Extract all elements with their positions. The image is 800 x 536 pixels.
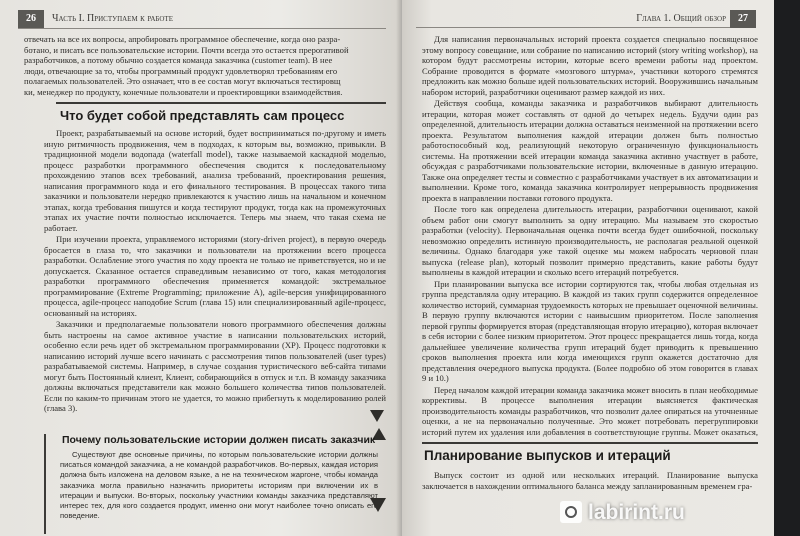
intro-line: ботано, и писать все пользовательские истории. Почти всегда это остается прерогативой <box>24 44 349 55</box>
intro-line: полагаемых пользователей. Это означает, что в ее состав могут включаться тестировщ <box>24 76 341 86</box>
section-end-marker <box>370 410 384 422</box>
section-title: Планирование выпусков и итераций <box>424 448 671 463</box>
camera-icon <box>560 501 582 523</box>
running-head-text: Глава 1. Общий обзор <box>636 13 726 24</box>
intro-line: отвечать на все их вопросы, апробировать программное обеспечение, когда оно разра- <box>24 34 341 44</box>
paragraph: Перед началом каждой итерации команда заказчика может вносить в план необходимые коррективы. В процессе выполнения итерации выясняется фактическая производительность команды разработчиков, что позволит далее опираться на уточненные оценки, а не на первоначально полученные. Это может потребовать перегруппировки историй путем их удаления или добавления в соответствующие группы. Может оказаться, <box>422 384 758 437</box>
watermark-logo: labirint.ru <box>560 500 770 526</box>
page-number-right: 27 <box>730 10 756 28</box>
sidebar-title: Почему пользовательские истории должен писать заказчик <box>62 434 376 446</box>
section-rule <box>56 102 386 104</box>
paragraph: Действуя сообща, команды заказчика и разработчиков выбирают длительность итерации, которая может составлять от одной до четырех недель. Будучи один раз определенной, длительность итерации должна оставаться неизменной на протяжении всего проекта. Результатом выполнения каждой итерации должен быть полностью работоспособный код, реализующий некоторую ограниченную функциональность системы. На протяжении всей итерации команда заказчика активно участвует в работе, обсуждая с разработчиками пользовательские истории, включенные в данную итерацию. Также она определяет тесты и совместно с разработчиками участвует в их автоматизации и выполнении. Кроме того, команда заказчика контролирует непрерывность продвижения проекта в направлении поставки готового продукта. <box>422 98 758 203</box>
intro-text <box>24 34 386 97</box>
section-body <box>44 128 386 420</box>
page-number-left: 26 <box>18 10 44 28</box>
paragraph: Выпуск состоит из одной или нескольких итераций. Планирование выпуска заключается в нахождении оптимального баланса между запланированным временем гра- <box>422 470 758 491</box>
intro-line: люди, отвечающие за то, чтобы программный продукт удовлетворял требованиям его <box>24 65 338 76</box>
paragraph: Для написания первоначальных историй проекта создается специально посвященное этому вопросу совещание, или собрание по написанию историй (story writing workshop), на котором будут рассмотрены истории, которые всего времени работы над проектом. Собрание проводится в формате «мозгового штурма», участники которого стремятся предложить как можно больше идей пользовательских историй. Вооружившись начальным набором историй, разработчики оценивают размер каждой из них. <box>422 34 758 97</box>
desk-background <box>774 0 800 536</box>
paragraph: Заказчики и предполагаемые пользователи нового программного обеспечения должны быть настроены на самое активное участие в написании пользовательских историй, особенно если речь идет об экстремальном программировании (XP). Процесс подготовки к написанию историй лучше всего начинать с рассмотрения типов пользователей (user types) разрабатываемой системы. Например, в случае создания туристического веб-сайта типами могут быть Постоянный клиент, Клиент, собирающийся в отпуск и т.п. В команду заказчика должны включаться представители как можно большего количества типов пользователей. Если по каким-то причинам этого не удается, то можно прибегнуть к моделированию ролей (глава 3). <box>44 319 386 413</box>
paragraph: При планировании выпуска все истории сортируются так, чтобы любая отдельная из группа представляла одну итерацию. В каждой из таких групп содержится определенное количество историй, суммарная трудоемкость которых не превышает оценочной величины. В первую группу включаются истории с наивысшим приоритетом. После заполнения первой группы формируется вторая (представляющая вторую итерацию), которая включает в себя истории с более низким приоритетом. Этот процесс прекращается лишь тогда, когда дальнейшее увеличение количества групп итераций будет приводить к превышению сроков выполнения проекта или когда имеющихся групп окажется достаточно для представления очередного выпуска продукта. (Более подробно об этом говорится в главах 9 и 10.) <box>422 278 758 383</box>
paragraph: Проект, разрабатываемый на основе историй, будет восприниматься по-другому и иметь иную ритмичность продвижения, чем в подходах, к которым вы, возможно, привыкли. В традиционной модели водопада (waterfall model), также называемой каскадной моделью, процесс разработки программного обеспечения сводится к последовательному прохождению этапов всех требований, анализа требований, проектирования решения, написания программного кода и его финального тестирования. В процессах такого типа заказчики и пользователи нередко привлекаются к участию лишь на начальном и конечном этапах, когда требования пишутся и когда тестируют продукт, тогда как на промежуточных этапах их участие почти полностью исключается. Теперь мы знаем, что такая схема не работает. <box>44 128 386 233</box>
right-body <box>422 34 758 438</box>
sidebar-paragraph: Существуют две основные причины, по которым пользовательские истории должны писаться командой заказчика, а не командой разработчиков. Во-первых, каждая история должна быть изложена на деловом языке, а не на техническом жаргоне, чтобы команда заказчика могла правильно назначить приоритеты историям при включении их в итерации и выпуски. Во-вторых, поскольку участники команды заказчика представляют интерес тех, для кого создается продукт, именно они могут наиболее точно описать его поведение. <box>60 450 378 521</box>
running-head-right <box>416 10 756 28</box>
running-head-left <box>18 10 386 29</box>
sidebar-body <box>60 450 378 522</box>
section-rule <box>422 442 758 444</box>
paragraph: После того как определена длительность итерации, разработчики оценивают, какой объем работ они смогут выполнить за одну итерацию. Мы называем это скоростью разработки (velocity). Первоначальная оценка почти всегда будет ошибочной, поскольку невозможно определить истинную производительность, не располагая реальной оценкой величины. Однако благодаря уже такой оценке мы можем набросать черновой план выпуска (release plan), который позволит примерно представить, какие работы будут выполнены в каждой итерации и сколько всего итераций потребуется. <box>422 204 758 277</box>
paragraph: При изучении проекта, управляемого историями (story-driven project), в первую очередь бросается в глаза то, что заказчики и пользователи на протяжении всего процесса разработки. Ослабление этого участия по ходу проекта не только не приветствуется, но и не допускается. Сказанное остается справедливым независимо от того, какая методология разработки программного обеспечения применяется командой: экстремальное программирование (Extreme Programming; приложение A), agile-версия унифицированного процесса, agile-процесс наподобие Scrum (глава 15) или специализированный agile-процесс, основанный на историях. <box>44 234 386 318</box>
section-title: Что будет собой представлять сам процесс <box>60 108 345 123</box>
intro-line: ки, менеджер по продукту, конечные пользователи и проектировщики взаимодействия. <box>24 86 343 97</box>
sidebar-box <box>44 434 382 534</box>
intro-line: разработчиков, а потому обычно создается команда заказчика (customer team). В нее <box>24 55 333 65</box>
running-head-text: Часть I. Приступаем к работе <box>52 13 173 24</box>
right-page <box>402 0 774 536</box>
sidebar-bottom-marker <box>370 498 386 512</box>
